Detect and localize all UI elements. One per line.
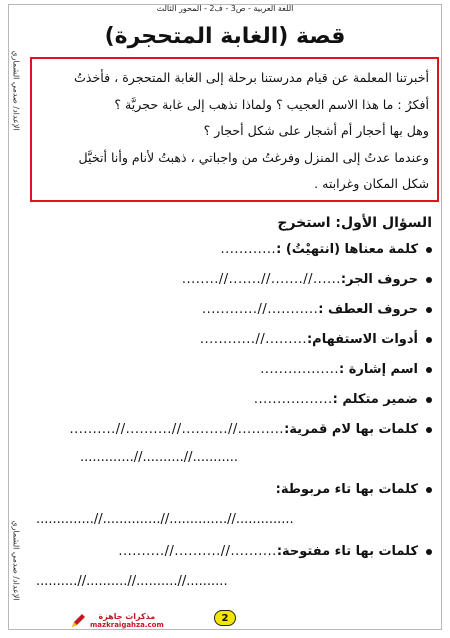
bullet-icon xyxy=(426,427,432,433)
question-item: حروف الجر: ......//.......//.......//........ xyxy=(182,272,432,287)
question-item: اسم إشارة : ................. xyxy=(260,362,432,377)
page-title: قصة (الغابة المتحجرة) xyxy=(104,24,346,49)
answer-blank[interactable]: ..........//..........//..........//.......... xyxy=(69,422,285,437)
story-line: وعندما عدتُ إلى المنزل وفرغتُ من واجباتي ، ذهبتُ لأنام وأنا أتخيَّل xyxy=(78,149,429,165)
question-item: كلمات بها تاء مفتوحة: ..........//..........//.......... xyxy=(118,544,432,559)
page-number: 2 xyxy=(214,610,236,626)
question-title: السؤال الأول: استخرج xyxy=(277,215,432,231)
pencil-icon xyxy=(70,613,86,629)
question-item: كلمات بها تاء مربوطة: xyxy=(276,482,432,497)
answer-blank-continued[interactable]: ...........//..........//............. xyxy=(80,450,239,465)
answer-blank[interactable]: .........//............ xyxy=(199,332,307,347)
bullet-icon xyxy=(426,307,432,313)
story-line: أفكرُ : ما هذا الاسم العجيب ؟ ولماذا نذهب إلى غابة حجريَّة ؟ xyxy=(114,96,429,112)
site-logo: مذكرات جاهزة mazkraigahza.com xyxy=(70,612,164,630)
subject-header: اللغة العربية - ص3 - ف2 - المحور الثالث xyxy=(156,4,294,13)
answer-blank[interactable]: ................. xyxy=(253,392,333,407)
side-credit-top: الإعداد/ صدمي الشماري xyxy=(11,49,21,131)
answer-blank-continued[interactable]: ..........//..........//..........//.......... xyxy=(36,574,228,589)
answer-blank[interactable]: ...........//............ xyxy=(201,302,319,317)
answer-blank[interactable]: ............ xyxy=(220,242,277,257)
side-credit-bottom: الإعداد/ صدمي الشماري xyxy=(11,519,21,601)
question-item: كلمة معناها (انتهيْتُ) : ............ xyxy=(221,242,432,257)
story-line: وهل بها أحجار أم أشجار على شكل أحجار ؟ xyxy=(203,123,429,138)
story-box xyxy=(30,57,439,202)
question-item: حروف العطف : ...........//............ xyxy=(202,302,432,317)
bullet-icon xyxy=(426,277,432,283)
answer-blank[interactable]: ................. xyxy=(260,362,340,377)
answer-blank-continued[interactable]: ..............//..............//..............//.............. xyxy=(36,512,294,527)
bullet-icon xyxy=(426,337,432,343)
answer-blank[interactable]: ......//.......//.......//........ xyxy=(181,272,341,287)
bullet-icon xyxy=(426,397,432,403)
bullet-icon xyxy=(426,247,432,253)
question-item: أدوات الاستفهام: .........//............ xyxy=(200,332,432,347)
story-line: أخبرتنا المعلمة عن قيام مدرستنا برحلة إلى الغابة المتحجرة ، فأخذتُ xyxy=(74,70,429,85)
question-item: كلمات بها لام قمرية: ..........//..........//..........//.......... xyxy=(69,422,432,437)
bullet-icon xyxy=(426,549,432,555)
story-line: شكل المكان وغرابته . xyxy=(314,176,429,191)
answer-blank[interactable]: ..........//..........//.......... xyxy=(118,544,277,559)
bullet-icon xyxy=(426,487,432,493)
bullet-icon xyxy=(426,367,432,373)
question-item: ضمير متكلم : ................. xyxy=(254,392,432,407)
